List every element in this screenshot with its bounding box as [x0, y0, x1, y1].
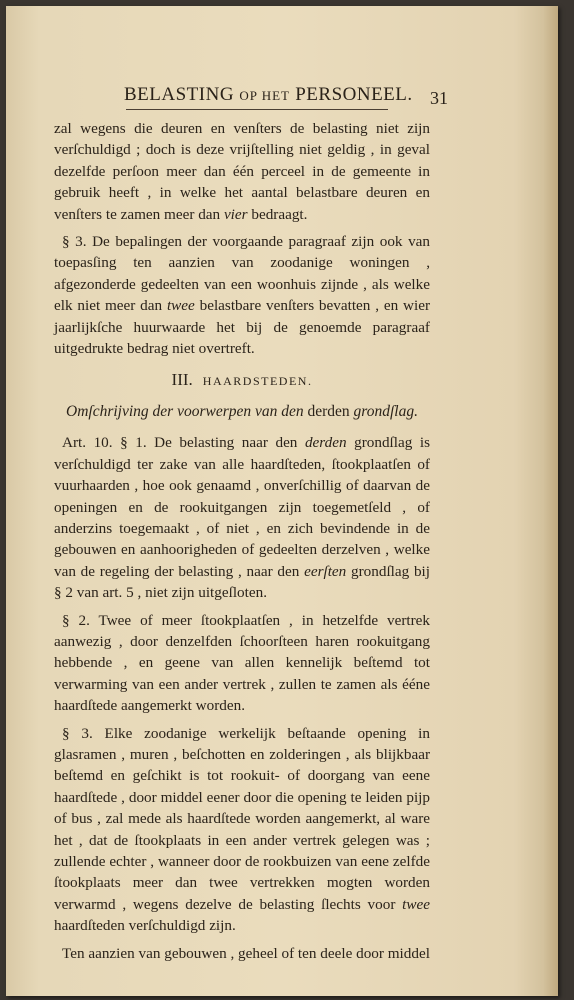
page-number: 31 — [430, 88, 448, 108]
paragraph-2: § 3. De bepalingen der voorgaande paragraaf zijn ook van toepasſing ten aanzien van zoodanige woningen , afgezonderde gedeelten van een woonhuis zijnde , als welke elk niet meer dan twee belastbare venſters bevatten , en wier jaarlijkſche huurwaarde het bij de genoemde paragraaf uitgedrukte bedrag niet overtreft. — [54, 233, 430, 358]
running-head-a: BELASTING — [124, 84, 235, 105]
section-number: III. — [171, 370, 193, 390]
running-head — [124, 84, 413, 106]
section-heading — [54, 369, 430, 392]
header-rule — [126, 109, 388, 110]
body-text — [54, 118, 430, 964]
paragraph-6: Ten aanzien van gebouwen , geheel of ten deele door middel — [62, 944, 430, 962]
running-head-b: OP HET — [239, 88, 290, 103]
paragraph-5: § 3. Elke zoodanige werkelijk beſtaande opening in glasramen , muren , beſchotten en zolderingen , als blijkbaar beſtemd en geſchikt is tot rookuit- of doorgang van eene haardſtede , door middel eener door die opening te leiden pijp of bus , zal mede als haardſtede worden aangemerkt, al ware het , dat de ſtookplaats in een ander vertrek gelegen was ; zullende echter , wanneer door de rookbuizen van eene zelfde ſtookplaats meer dan twee vertrekken mogten worden verwarmd , wegens dezelve de belasting ſlechts voor twee haardſteden verſchuldigd zijn. — [54, 724, 430, 935]
running-head-c: PERSONEEL. — [295, 84, 413, 105]
paragraph-3: Art. 10. § 1. De belasting naar den derden grondſlag is verſchuldigd ter zake van alle haardſteden, ſtookplaatſen of vuurhaarden , hoe ook genaamd , onverſchillig of daarvan de openingen en de rookuitgangen zijn toegemetſeld , of anderzins toegemaakt , of niet , en zich bevindende in de gebouwen en aanhoorigheden of gedeelten derzelven , welke van de regeling der belasting , naar den eerſten grondſlag bij § 2 van art. 5 , niet zijn uitgeſloten. — [54, 434, 430, 602]
subheading: Omſchrijving der voorwerpen van den derden grondſlag. — [66, 402, 418, 420]
page-header — [6, 84, 558, 114]
page-edge — [544, 6, 558, 996]
section-title: HAARDSTEDEN. — [202, 374, 313, 389]
paragraph-4: § 2. Twee of meer ſtookplaatſen , in hetzelfde vertrek aanwezig , door denzelfden ſchoorſteen haren rookuitgang hebbende , en geene van allen kennelijk beſtemd tot verwarming van een ander vertrek , zullen te zamen als ééne haardſtede aangemerkt worden. — [54, 611, 430, 715]
paragraph-1: zal wegens die deuren en venſters de belasting niet zijn verſchuldigd ; doch is deze vrijſtelling niet geldig , in geval dezelfde perſoon meer dan één perceel in de gemeente in gebruik heeft , in welke het aantal belastbare deuren en venſters te zamen meer dan vier bedraagt. — [54, 120, 430, 223]
book-page — [6, 6, 558, 996]
